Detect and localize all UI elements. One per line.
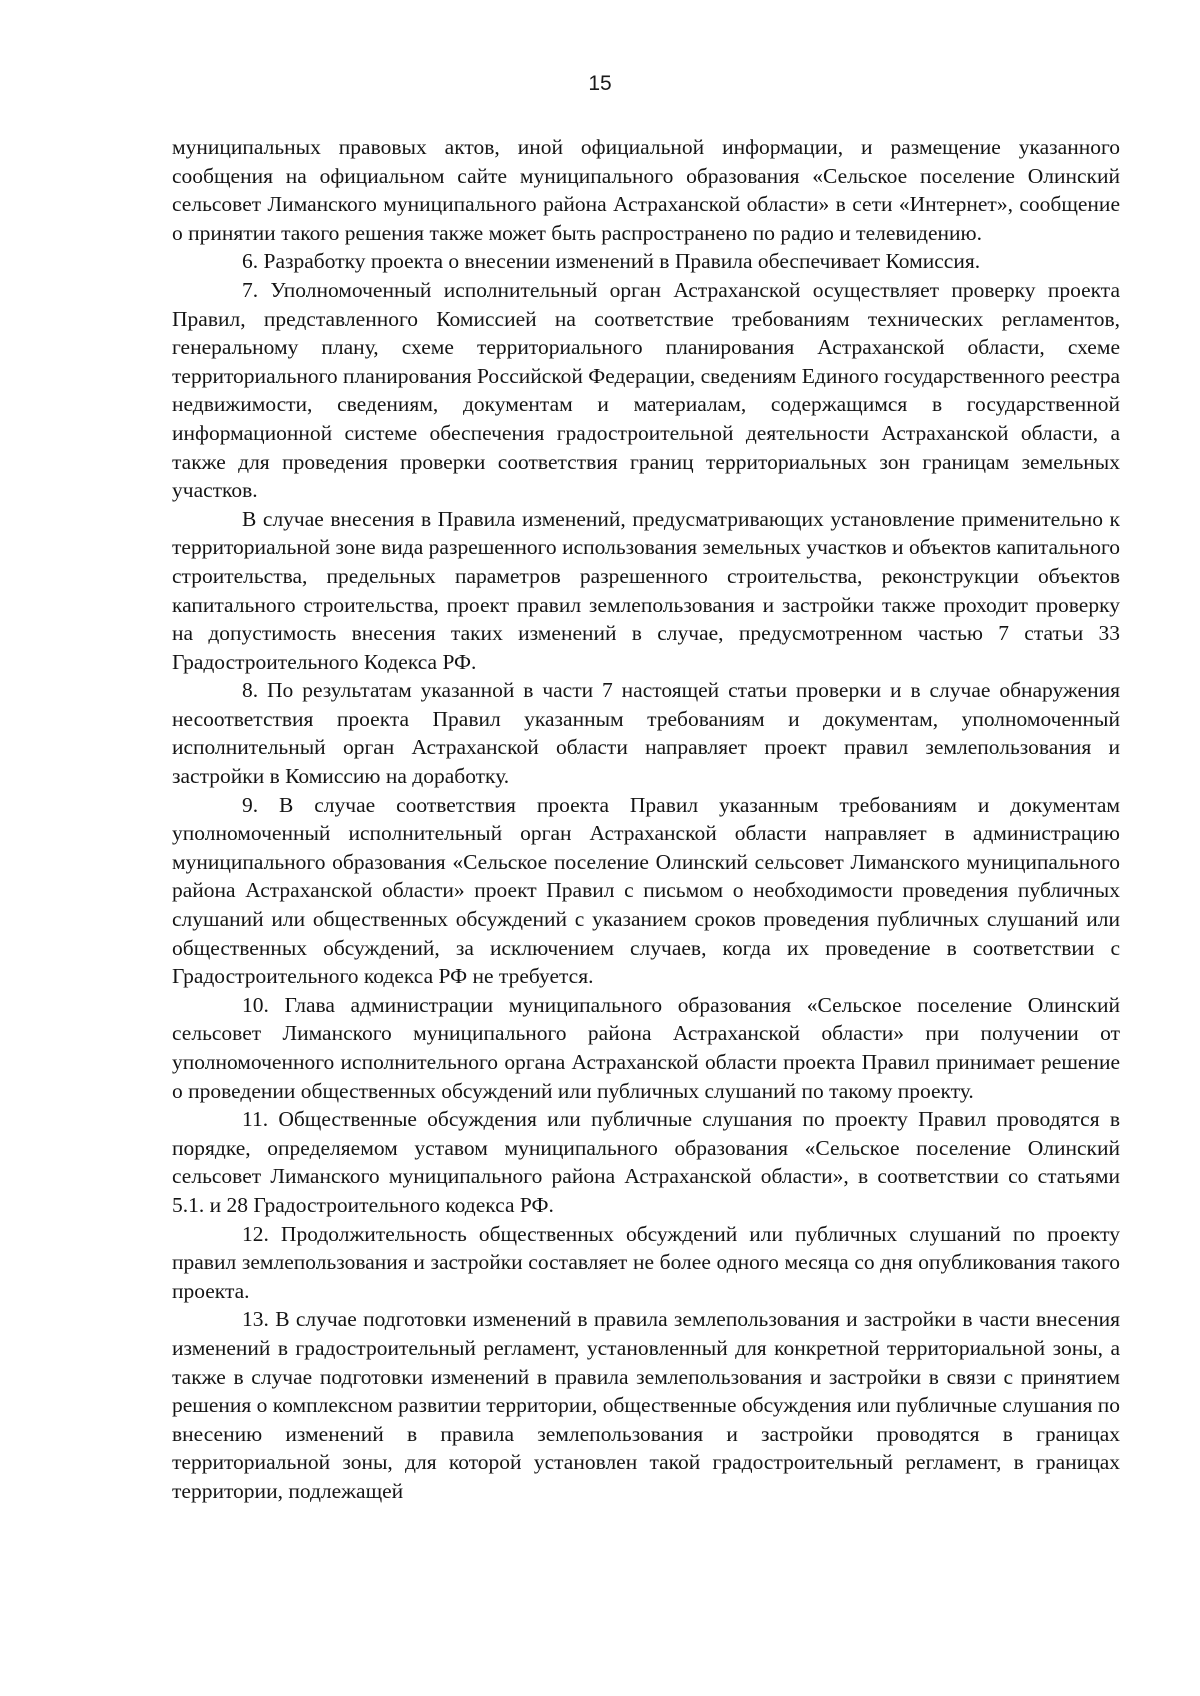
paragraph-continuation: муниципальных правовых актов, иной официальной информации, и размещение указанного сообщения на официальном сайте муниципального образования «Сельское поселение Олинский сельсовет Лиманского муниципального района Астраханской области» в сети «Интернет», сообщение о принятии такого решения также может быть распространено по радио и телевидению. — [172, 135, 1120, 245]
paragraph-item-8: 8. По результатам указанной в части 7 настоящей статьи проверки и в случае обнаружения несоответствия проекта Правил указанным требованиям и документам, уполномоченный исполнительный орган Астраханской области направляет проект правил землепользования и застройки в Комиссию на доработку. — [172, 678, 1120, 789]
paragraph-item-7: 7. Уполномоченный исполнительный орган Астраханской осуществляет проверку проекта Правил, представленного Комиссией на соответствие требованиям технических регламентов, генеральному плану, схеме территориального планирования Астраханской области, схеме территориального планирования Российской Федерации, сведениям Единого государственного реестра недвижимости, сведениям, документам и материалам, содержащимся в государственной информационной системе обеспечения градостроительной деятельности Астраханской области, а также для проведения проверки соответствия границ территориальных зон границам земельных участков. — [172, 277, 1121, 503]
paragraph-item-13: 13. В случае подготовки изменений в правила землепользования и застройки в части внесения изменений в градостроительный регламент, установленный для конкретной территориальной зоны, а также в случае подготовки изменений в правила землепользования и застройки в связи с принятием решения о комплексном развитии территории, общественные обсуждения или публичные слушания по внесению изменений в правила землепользования и застройки проводятся в границах территориальной зоны, для которой установлен такой градостроительный регламент, в границах территории, подлежащей — [172, 1307, 1120, 1503]
paragraph-item-6: 6. Разработку проекта о внесении изменений в Правила обеспечивает Комиссия. — [242, 249, 981, 274]
paragraph-item-12: 12. Продолжительность общественных обсуждений или публичных слушаний по проекту правил землепользования и застройки составляет не более одного месяца со дня опубликования такого проекта. — [172, 1221, 1120, 1303]
page-number: 15 — [588, 72, 612, 95]
paragraph-item-7-amendments: В случае внесения в Правила изменений, предусматривающих установление применительно к территориальной зоне вида разрешенного использования земельных участков и объектов капитального строительства, предельных параметров разрешенного строительства, реконструкции объектов капитального строительства, проект правил землепользования и застройки также проходит проверку на допустимость внесения таких изменений в случае, предусмотренном частью 7 статьи 33 Градостроительного Кодекса РФ. — [172, 506, 1120, 674]
paragraph-item-11: 11. Общественные обсуждения или публичные слушания по проекту Правил проводятся в порядке, определяемом уставом муниципального образования «Сельское поселение Олинский сельсовет Лиманского муниципального района Астраханской области», в соответствии со статьями 5.1. и 28 Градостроительного кодекса РФ. — [172, 1107, 1120, 1217]
document-body — [172, 133, 1120, 1506]
paragraph-item-10: 10. Глава администрации муниципального образования «Сельское поселение Олинский сельсовет Лиманского муниципального района Астраханской области» при получении от уполномоченного исполнительного органа Астраханской области проекта Правил принимает решение о проведении общественных обсуждений или публичных слушаний по такому проекту. — [172, 992, 1120, 1103]
paragraph-item-9: 9. В случае соответствия проекта Правил указанным требованиям и документам уполномоченный исполнительный орган Астраханской области направляет в администрацию муниципального образования «Сельское поселение Олинский сельсовет Лиманского муниципального района Астраханской области» проект Правил с письмом о необходимости проведения публичных слушаний или общественных обсуждений с указанием сроков проведения публичных слушаний или общественных обсуждений, за исключением случаев, когда их проведение в соответствии с Градостроительного кодекса РФ не требуется. — [172, 792, 1120, 989]
